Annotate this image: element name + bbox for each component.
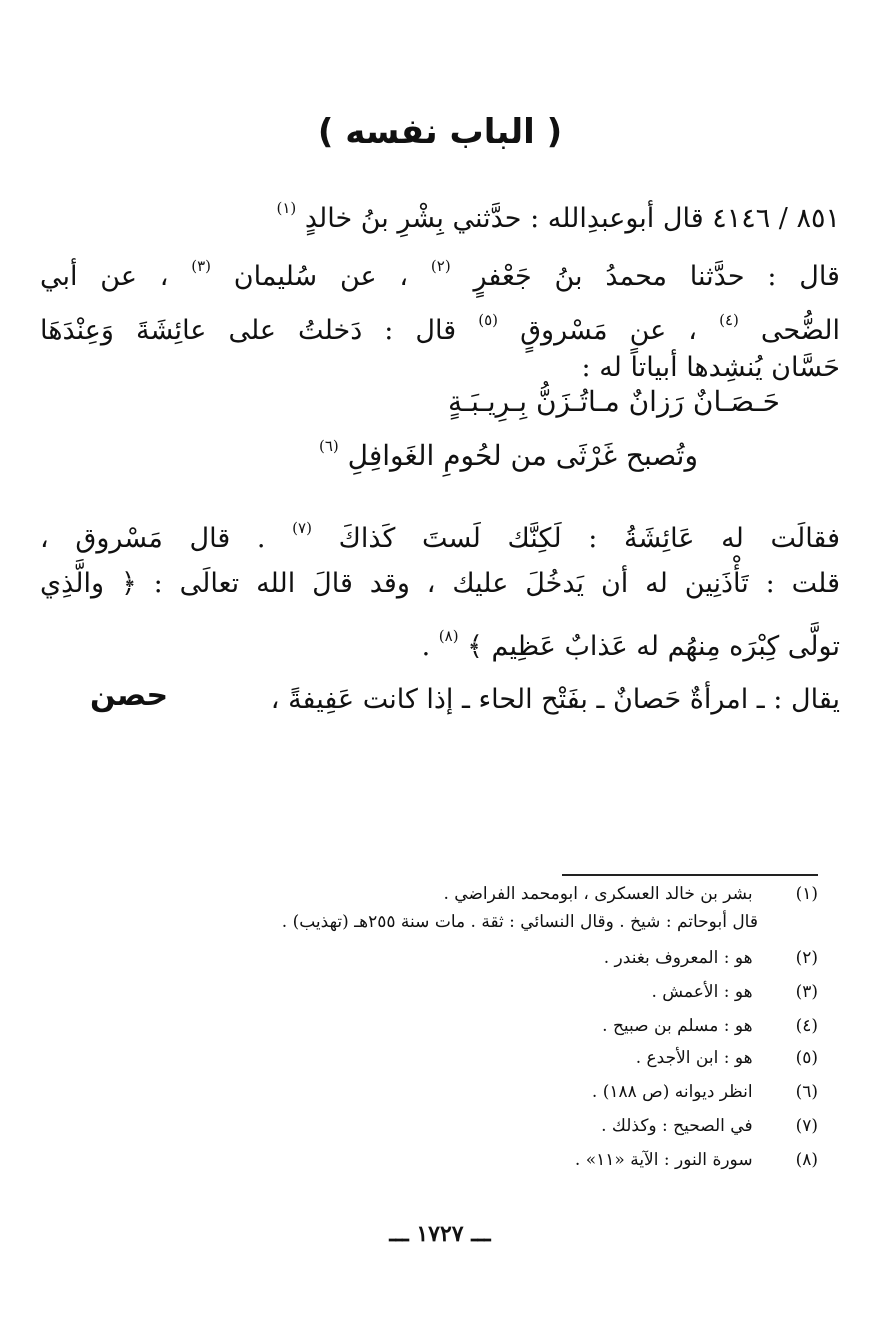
- footnote-item: [604, 948, 818, 968]
- continuation-line-2: قلت : تَأْذَنِين له أن يَدخُلَ عليك ، وقد قالَ الله تعالَى : ﴿ والَّذِي: [40, 568, 840, 599]
- footnote-item: [651, 982, 818, 1002]
- footnote-number: (٥): [795, 1048, 818, 1068]
- footnote-ref-7: (٧): [292, 519, 312, 537]
- footnote-item: [282, 912, 758, 932]
- definition-line: يقال : ـ امرأةٌ حَصانٌ ـ بفَتْح الحاء ـ إذا كانت عَفِيفةً ،: [270, 684, 840, 715]
- quran-quote: تولَّى كِبْرَه مِنهُم له عَذابٌ عَظِيم ﴾: [467, 631, 840, 662]
- footnote-ref-2: (٢): [430, 257, 451, 275]
- matn-text: . قال مَسْروق ،: [40, 523, 266, 554]
- matn-text: .: [421, 631, 431, 662]
- footnote-ref-1: (١): [276, 199, 297, 217]
- narrator-text: ، عن سُليمان: [233, 261, 409, 292]
- footnote-text: بشر بن خالد العسكرى ، ابومحمد الفراضي .: [443, 884, 753, 904]
- footnote-number: (١): [795, 884, 818, 904]
- footnote-ref-8: (٨): [438, 627, 459, 645]
- footnote-ref-4: (٤): [719, 311, 739, 329]
- hadith-line-3: [40, 300, 840, 351]
- narrator-text: الضُّحى: [760, 315, 840, 346]
- footnote-ref-6: (٦): [318, 437, 339, 455]
- continuation-line-3: [422, 616, 840, 667]
- headword: حصن: [90, 678, 169, 713]
- poem-verse-1: حَـصَـانٌ رَزانٌ مـاتُـزَنُّ بِـرِيـبَـةٍ: [447, 385, 780, 418]
- footnote-text: قال أبوحاتم : شيخ . وقال النسائي : ثقة . مات سنة ٢٥٥هـ (تهذيب) .: [281, 912, 758, 932]
- footnote-item: [444, 884, 819, 904]
- hadith-line-1: [276, 188, 840, 239]
- poem-verse-2: [319, 437, 698, 472]
- footnote-item: [575, 1150, 818, 1170]
- footnote-item: [601, 1116, 818, 1136]
- footnote-text: هو : ابن الأجدع .: [635, 1048, 753, 1068]
- footnote-number: (٤): [795, 1016, 818, 1036]
- footnote-item: [592, 1082, 818, 1102]
- hadith-line-2: [40, 246, 840, 297]
- matn-text: فقالَت له عَائِشَةُ : لَكِنَّك لَستَ كَذاكَ: [338, 523, 840, 554]
- footnote-number: (٦): [795, 1082, 818, 1102]
- footnote-text: هو : مسلم بن صبيح .: [602, 1016, 753, 1036]
- hadith-line-4: حَسَّان يُنشِدها أبياتاً له :: [581, 352, 840, 383]
- footnote-text: انظر ديوانه (ص ١٨٨) .: [591, 1082, 753, 1102]
- footnote-ref-5: (٥): [478, 311, 499, 329]
- narrator-text: ، عن مَسْروقٍ: [520, 315, 698, 346]
- matn-text: قال : دَخلتُ على عائِشَةَ وَعِنْدَهَا: [40, 315, 457, 346]
- footnote-ref-3: (٣): [191, 257, 212, 275]
- footnote-text: هو : المعروف بغندر .: [603, 948, 753, 968]
- isnad-opening: ٨٥١ / ٤١٤٦ قال أبوعبدِالله : حدَّثني بِشْرِ بنُ خالدٍ: [304, 203, 840, 234]
- footnote-text: سورة النور : الآية «١١» .: [574, 1150, 753, 1170]
- poem-verse-2-text: وتُصبح غَرْثَى من لحُومِ الغَوافِلِ: [347, 439, 698, 472]
- footnote-text: في الصحيح : وكذلك .: [601, 1116, 753, 1136]
- section-heading: ( الباب نفسه ): [317, 112, 563, 152]
- footnote-text: هو : الأعمش .: [651, 982, 753, 1002]
- footnote-number: (٧): [795, 1116, 818, 1136]
- page-number: ـــ ١٧٢٧ ـــ: [389, 1221, 491, 1247]
- narrator-text: قال : حدَّثنا محمدُ بنُ جَعْفرٍ: [473, 261, 840, 292]
- footnote-number: (٢): [795, 948, 818, 968]
- footnote-item: [636, 1048, 818, 1068]
- continuation-line-1: [40, 508, 840, 559]
- footnote-number: (٨): [795, 1150, 818, 1170]
- footnote-number: (٣): [795, 982, 818, 1002]
- footnote-item: [602, 1016, 818, 1036]
- footnote-divider: [562, 874, 818, 876]
- narrator-text: ، عن أبي: [40, 261, 169, 292]
